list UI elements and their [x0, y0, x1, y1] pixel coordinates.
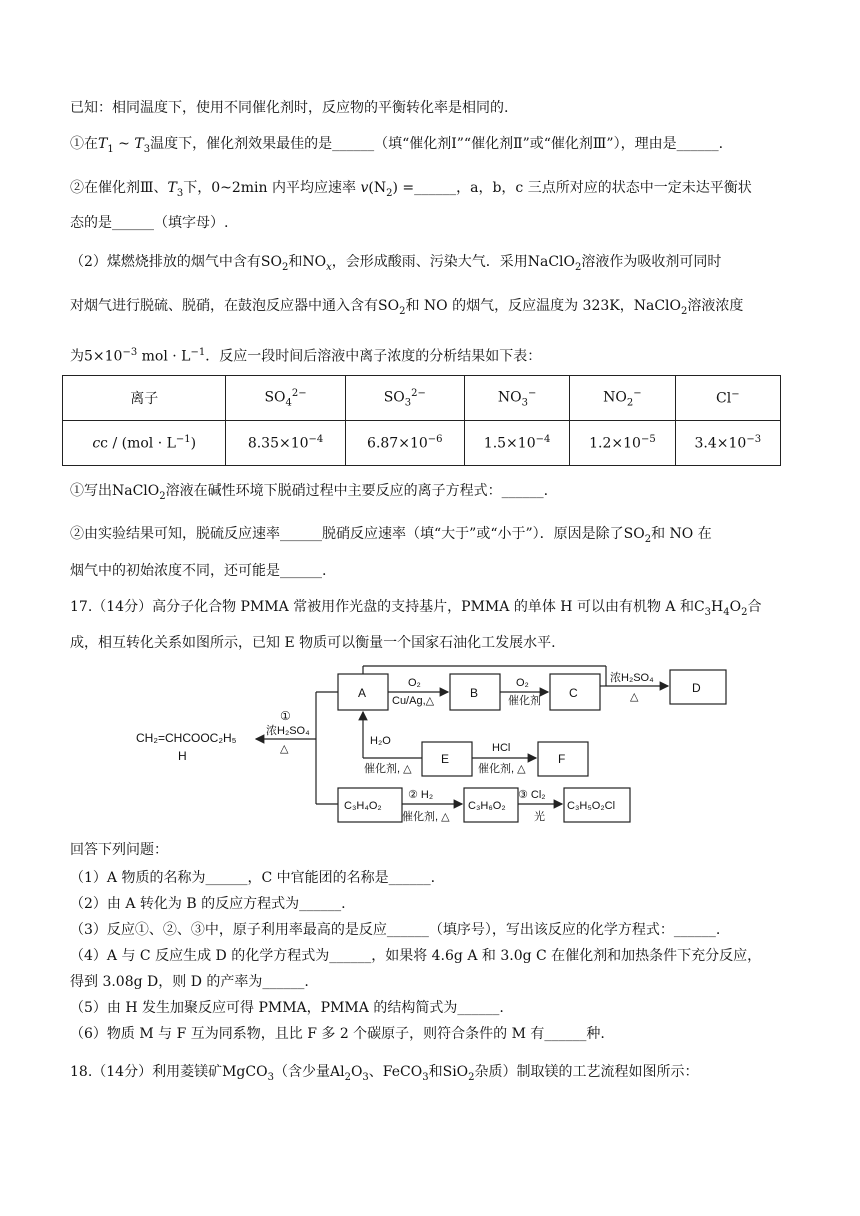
reaction-1-number: ①: [280, 709, 291, 723]
table-cell: $3.4\times 10^{-3}$: [675, 421, 780, 466]
compound-H-label: H: [178, 749, 187, 763]
reagent-O2: O₂: [516, 677, 529, 689]
question-1a: ①在$T_1$ ~ $T_3$温度下，催化剂效果最佳的是______（填“催化剂Ⅰ”“催化剂Ⅱ”或“催化剂Ⅲ”），理由是______.: [70, 136, 724, 155]
known-statement: 已知：相同温度下，使用不同催化剂时，反应物的平衡转化率是相同的.: [70, 100, 509, 116]
compound-C3H6O2-label: C₃H₆O₂: [468, 800, 506, 812]
question-2-line2: 对烟气进行脱硫、脱硝，在鼓泡反应器中通入含有$SO_2$和 NO 的烟气，反应温度为 323K，NaClO$_2$溶液浓度: [70, 298, 744, 317]
compound-H-formula: CH₂=CHCOOC₂H₅: [136, 731, 237, 745]
table-cell: $SO_3^{2-}$: [345, 376, 464, 421]
compound-F-label: F: [558, 752, 566, 766]
table-cell: Cl−: [675, 376, 780, 421]
question-17-line2: 成，相互转化关系如图所示，已知 E 物质可以衡量一个国家石油化工发展水平.: [70, 635, 556, 651]
question-17: 17.（14分）高分子化合物 PMMA 常被用作光盘的支持基片，PMMA 的单体 H 可以由有机物 A 和$C_3H_4O_2$合: [70, 599, 762, 618]
question-18: 18.（14分）利用菱镁矿MgCO$_3$（含少量$Al_2O_3$、FeCO$_3$和SiO$_2$杂质）制取镁的工艺流程如图所示：: [70, 1064, 699, 1083]
compound-D-label: D: [692, 681, 701, 695]
sub-question-3: （3）反应①、②、③中，原子利用率最高的是反应______（填序号），写出该反应的化学方程式：______.: [70, 922, 721, 938]
question-2: （2）煤燃烧排放的烟气中含有$SO_2$和$NO_x$，会形成酸雨、污染大气．采用NaClO$_2$溶液作为吸收剂可同时: [70, 254, 722, 273]
sub-question-4: （4）A 与 C 反应生成 D 的化学方程式为______，如果将 4.6g A 和 3.0g C 在催化剂和加热条件下充分反应，: [70, 948, 762, 964]
reagent-H2O: H₂O: [370, 735, 391, 747]
reaction-1-heat: △: [280, 743, 289, 755]
sub-question-1: （1）A 物质的名称为______，C 中官能团的名称是______.: [70, 870, 436, 886]
reagent-CuAg: Cu/Ag,△: [392, 695, 435, 707]
question-2-ii-line2: 烟气中的初始浓度不同，还可能是______.: [70, 563, 327, 579]
reagent-conc-h2so4: 浓H₂SO₄: [610, 672, 654, 684]
reaction-3-light: 光: [534, 811, 545, 823]
table-cell: $1.5\times 10^{-4}$: [464, 421, 569, 466]
sub-question-6: （6）物质 M 与 F 互为同系物，且比 F 多 2 个碳原子，则符合条件的 M 有______种.: [70, 1026, 605, 1042]
compound-C3H5O2Cl-label: C₃H₅O₂Cl: [567, 800, 616, 812]
compound-B-label: B: [470, 686, 479, 700]
table-cell: 离子: [63, 376, 226, 421]
sub-question-2: （2）由 A 转化为 B 的反应方程式为______.: [70, 896, 346, 912]
table-cell: $6.87\times 10^{-6}$: [345, 421, 464, 466]
table-row: [63, 421, 781, 466]
sub-question-4-line2: 得到 3.08g D，则 D 的产率为______.: [70, 974, 309, 990]
question-2-line3: 为$5\times 10^{-3}$ mol · $L^{-1}$．反应一段时间后溶液中离子浓度的分析结果如下表：: [70, 347, 542, 365]
table-header-row: [63, 376, 781, 421]
reagent-HCl: HCl: [492, 742, 511, 754]
reaction-3-reagent: ③ Cl₂: [518, 789, 546, 801]
table-cell: $1.2\times 10^{-5}$: [570, 421, 675, 466]
question-2-ii: ②由实验结果可知，脱硫反应速率______脱硝反应速率（填“大于”或“小于”）．原因是除了$SO_2$和 NO 在: [70, 526, 712, 545]
table-cell: $NO_2^-$: [570, 376, 675, 421]
question-2-i: ①写出NaClO$_2$溶液在碱性环境下脱硝过程中主要反应的离子方程式：______.: [70, 483, 549, 502]
reagent-heat: △: [630, 691, 639, 703]
sub-question-5: （5）由 H 发生加聚反应可得 PMMA，PMMA 的结构简式为______.: [70, 1000, 504, 1016]
question-1b-line2: 态的是______（填字母）.: [70, 215, 229, 231]
answer-prompt: 回答下列问题：: [70, 842, 168, 858]
reaction-scheme-diagram: [130, 662, 750, 830]
compound-C3H4O2-label: C₃H₄O₂: [344, 800, 382, 812]
table-cell: $8.35\times 10^{-4}$: [226, 421, 345, 466]
ion-concentration-table: [62, 375, 781, 466]
table-cell: $NO_3^-$: [464, 376, 569, 421]
reagent-catalyst-heat: 催化剂, △: [478, 763, 526, 775]
compound-E-label: E: [441, 752, 450, 766]
reagent-catalyst-heat: 催化剂, △: [402, 811, 450, 823]
reagent-catalyst-heat: 催化剂, △: [364, 763, 412, 775]
question-1b: ②在催化剂Ⅲ、$T_3$下，0~2min 内平均应速率 $v(N_2)$ =______，a，b，c 三点所对应的状态中一定未达平衡状: [70, 180, 752, 199]
reagent-O2: O₂: [408, 677, 421, 689]
reagent-catalyst: 催化剂: [508, 695, 541, 707]
compound-C-label: C: [569, 686, 578, 700]
table-cell: $SO_4^{2-}$: [226, 376, 345, 421]
compound-A-label: A: [358, 686, 367, 700]
reaction-1-reagent: 浓H₂SO₄: [266, 725, 310, 737]
table-cell: cc / $(mol \cdot L^{-1})$: [63, 421, 226, 466]
reaction-2-reagent: ② H₂: [408, 789, 434, 801]
